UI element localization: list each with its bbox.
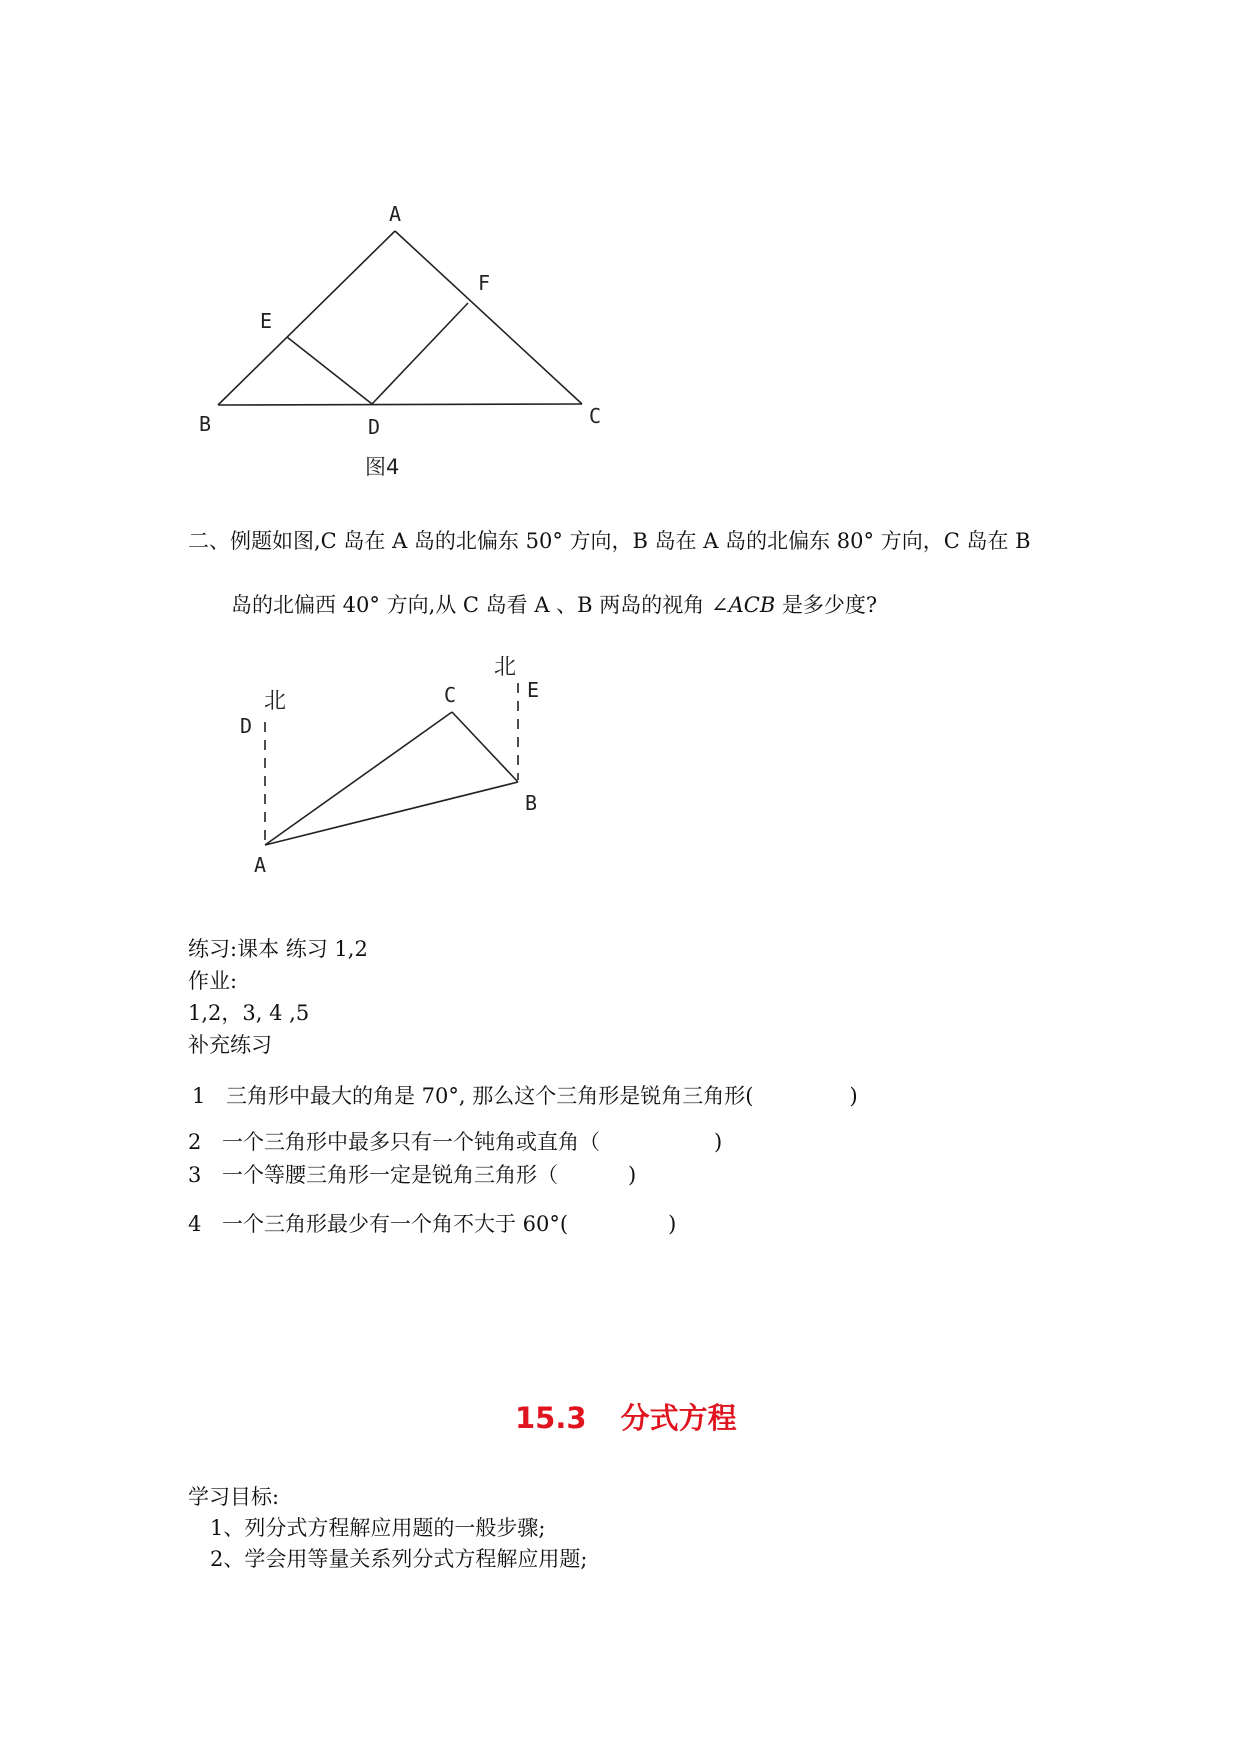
exercise-number: 3	[188, 1163, 202, 1187]
figure-caption: 图4	[365, 455, 400, 479]
practice-label: 练习:课本 练习 1,2	[188, 937, 368, 961]
homework-label: 作业:	[188, 969, 238, 993]
exercise-close: )	[714, 1130, 723, 1154]
segment-ab	[265, 782, 518, 845]
label-b: B	[199, 412, 212, 436]
triangle-abc-lines	[218, 231, 582, 405]
label-d-island: D	[240, 714, 253, 738]
exercise-text: 一个三角形中最多只有一个钝角或直角（	[222, 1130, 600, 1154]
exercise-text: 一个三角形最少有一个角不大于 60°(	[222, 1212, 569, 1236]
exercise-text: 一个等腰三角形一定是锐角三角形（	[222, 1163, 558, 1187]
exercise-item	[192, 1082, 858, 1110]
section-number: 15.3	[515, 1401, 587, 1435]
exercise-item	[188, 1128, 722, 1156]
example-line-2-text: 岛的北偏西 40° 方向,从 C 岛看 A 、B 两岛的视角	[231, 593, 705, 617]
example-line-2-suffix: 是多少度?	[781, 593, 878, 617]
segment-ac	[265, 712, 452, 845]
label-b-island: B	[525, 791, 538, 815]
segment-cb	[452, 712, 518, 782]
section-title	[515, 1396, 737, 1437]
exercise-close: )	[668, 1212, 677, 1236]
label-c: C	[589, 404, 602, 428]
exercise-number: 2	[188, 1130, 202, 1154]
supplement-label: 补充练习	[188, 1033, 272, 1057]
exercise-text: 三角形中最大的角是 70°, 那么这个三角形是锐角三角形(	[226, 1084, 754, 1108]
section-title-text: 分式方程	[620, 1401, 737, 1435]
example-line-1: 二、例题如图,C 岛在 A 岛的北偏东 50° 方向，B 岛在 A 岛的北偏东 80° 方向，C 岛在 B	[188, 529, 1031, 553]
exercise-item	[188, 1210, 676, 1238]
label-a-island: A	[254, 853, 267, 877]
islands-diagram	[0, 640, 1241, 880]
exercise-item	[188, 1161, 636, 1189]
example-line-2	[231, 591, 877, 619]
objective-item: 2、学会用等量关系列分式方程解应用题;	[210, 1547, 588, 1571]
objective-item: 1、列分式方程解应用题的一般步骤;	[210, 1516, 546, 1540]
homework-items: 1,2，3, 4 ,5	[188, 1001, 310, 1025]
exercise-close: )	[628, 1163, 637, 1187]
north-label-right: 北	[494, 655, 517, 680]
north-label-left: 北	[264, 689, 287, 714]
label-e-island: E	[527, 678, 540, 702]
label-c-island: C	[444, 683, 457, 707]
angle-acb: ∠ACB	[710, 593, 776, 617]
exercise-number: 4	[188, 1212, 202, 1236]
objectives-label: 学习目标:	[188, 1485, 280, 1509]
exercise-number: 1	[192, 1084, 206, 1108]
label-d: D	[368, 415, 381, 439]
label-a: A	[389, 202, 402, 226]
label-f: F	[478, 271, 491, 295]
label-e: E	[260, 309, 273, 333]
exercise-close: )	[849, 1084, 858, 1108]
figure-4-diagram	[0, 0, 1241, 480]
